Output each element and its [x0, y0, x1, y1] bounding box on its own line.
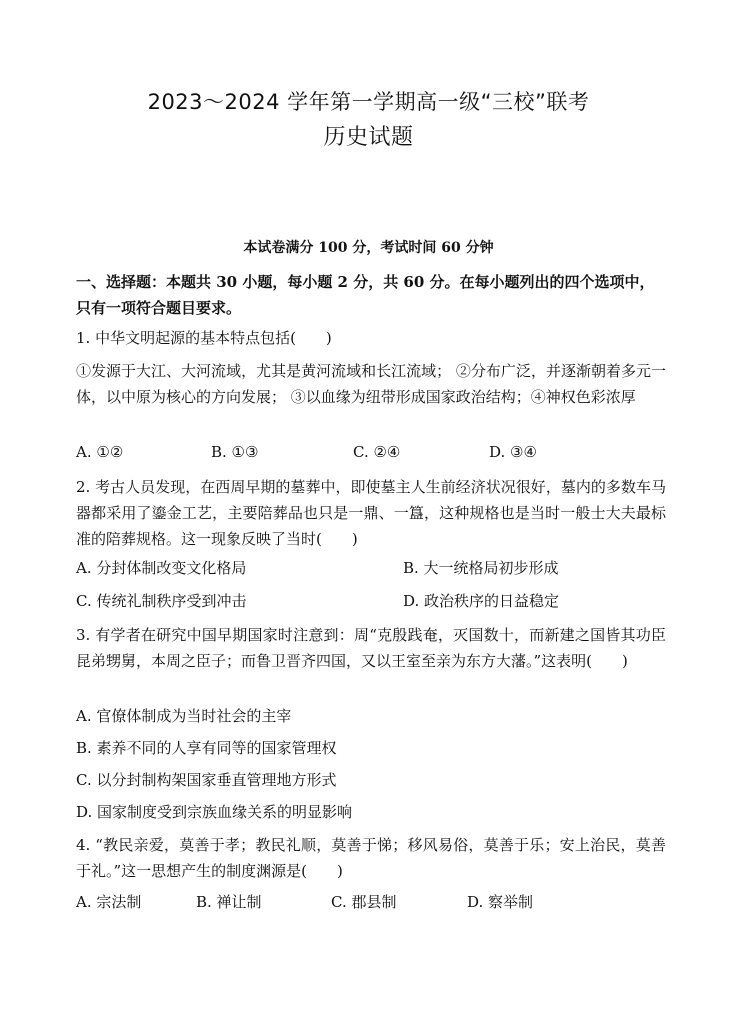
exam-note: 本试卷满分 100 分，考试时间 60 分钟 — [243, 240, 494, 256]
question-2-option-c: C. 传统礼制秩序受到冲击 — [76, 592, 247, 610]
question-3-stem: 3. 有学者在研究中国早期国家时注意到：周“克殷践奄，灭国数十，而新建之国皆其功臣昆弟甥舅，本周之臣子；而鲁卫晋齐四国，又以王室至亲为东方大藩。”这表明( ) — [76, 626, 666, 670]
question-3-option-b: B. 素养不同的人享有同等的国家管理权 — [76, 739, 337, 757]
question-4-option-a: A. 宗法制 — [76, 893, 142, 911]
question-2-option-d: D. 政治秩序的日益稳定 — [403, 592, 560, 610]
question-4-option-d: D. 察举制 — [467, 893, 534, 911]
question-3-option-a: A. 官僚体制成为当时社会的主宰 — [76, 707, 292, 725]
question-2-option-b: B. 大一统格局初步形成 — [403, 559, 559, 577]
question-1-stem: 1. 中华文明起源的基本特点包括( ) — [76, 329, 332, 347]
question-1-option-d: D. ③④ — [489, 443, 537, 461]
question-2-stem: 2. 考古人员发现，在西周早期的墓葬中，即使墓主人生前经济状况很好，墓内的多数车马器都采用了鎏金工艺，主要陪葬品也只是一鼎、一簋，这种规格也是当时一般士大夫最标准的陪葬规格。这一现象反映了当时( ) — [76, 478, 666, 548]
question-3-option-d: D. 国家制度受到宗族血缘关系的明显影响 — [76, 803, 353, 821]
exam-title: 2023～2024 学年第一学期高一级“三校”联考 — [147, 90, 590, 114]
section-heading: 一、选择题：本题共 30 小题，每小题 2 分，共 60 分。在每小题列出的四个选项中，只有一项符合题目要求。 — [76, 273, 655, 317]
subject-title: 历史试题 — [323, 125, 414, 150]
question-3-option-c: C. 以分封制构架国家垂直管理地方形式 — [76, 771, 337, 789]
question-1-option-b: B. ①③ — [211, 443, 259, 461]
question-4-option-c: C. 郡县制 — [331, 893, 397, 911]
question-4-option-b: B. 禅让制 — [196, 893, 262, 911]
question-4-stem: 4. “教民亲爱，莫善于孝；教民礼顺，莫善于悌；移风易俗，莫善于乐；安上治民，莫善于礼。”这一思想产生的制度渊源是( ) — [76, 836, 666, 880]
question-2-option-a: A. 分封体制改变文化格局 — [76, 559, 247, 577]
question-1-option-a: A. ①② — [76, 443, 124, 461]
question-1-option-c: C. ②④ — [353, 443, 401, 461]
question-1-items: ①发源于大江、大河流域，尤其是黄河流域和长江流域； ②分布广泛，并逐渐朝着多元一体，以中原为核心的方向发展； ③以血缘为纽带形成国家政治结构；④神权色彩浓厚 — [76, 362, 666, 406]
